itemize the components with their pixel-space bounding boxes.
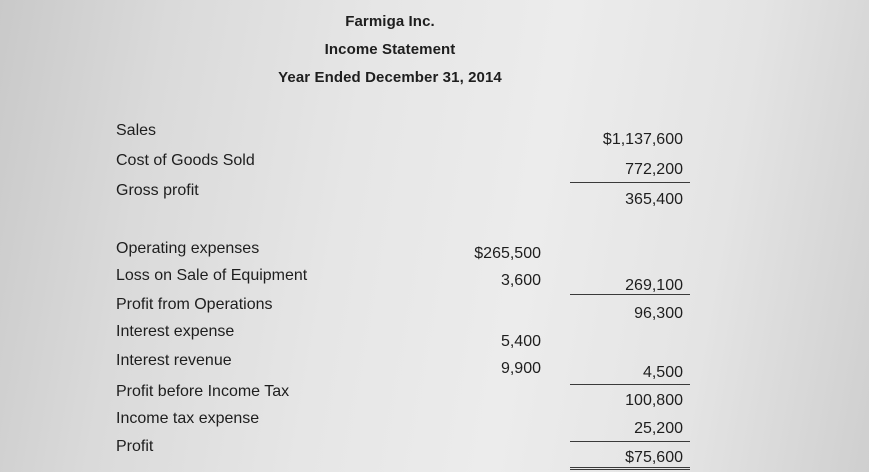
profit-rule bbox=[570, 441, 690, 442]
profit-before-tax-amount: 100,800 bbox=[625, 392, 683, 409]
profit-label: Profit bbox=[116, 438, 154, 455]
profit-double-rule bbox=[570, 467, 690, 470]
sales-label: Sales bbox=[116, 122, 157, 139]
interest-expense-amount: 5,400 bbox=[500, 333, 541, 350]
operating-expenses-amount: $265,500 bbox=[474, 245, 541, 262]
income-tax-expense-label: Income tax expense bbox=[116, 410, 260, 427]
interest-revenue-amount: 9,900 bbox=[500, 360, 541, 377]
gross-profit-label: Gross profit bbox=[116, 182, 199, 199]
interest-total-rule bbox=[570, 384, 690, 385]
profit-before-tax-label: Profit before Income Tax bbox=[116, 383, 290, 400]
gross-profit-rule bbox=[570, 182, 690, 183]
loss-on-sale-label: Loss on Sale of Equipment bbox=[116, 267, 308, 284]
profit-from-operations-amount: 96,300 bbox=[634, 305, 683, 322]
interest-revenue-label: Interest revenue bbox=[116, 352, 232, 369]
income-tax-expense-amount: 25,200 bbox=[634, 420, 683, 437]
statement-title: Income Statement bbox=[324, 41, 456, 58]
cogs-label: Cost of Goods Sold bbox=[116, 152, 255, 169]
cogs-amount: 772,200 bbox=[625, 161, 683, 178]
gross-profit-amount: 365,400 bbox=[625, 191, 683, 208]
operating-expenses-label: Operating expenses bbox=[116, 240, 260, 257]
company-name: Farmiga Inc. bbox=[345, 13, 435, 30]
profit-from-operations-label: Profit from Operations bbox=[116, 296, 273, 313]
statement-period: Year Ended December 31, 2014 bbox=[278, 69, 502, 86]
sales-amount: $1,137,600 bbox=[602, 131, 683, 148]
operating-total-amount: 269,100 bbox=[625, 277, 683, 294]
loss-on-sale-amount: 3,600 bbox=[500, 272, 541, 289]
interest-net-amount: 4,500 bbox=[642, 364, 683, 381]
profit-amount: $75,600 bbox=[625, 449, 683, 466]
interest-expense-label: Interest expense bbox=[116, 323, 235, 340]
